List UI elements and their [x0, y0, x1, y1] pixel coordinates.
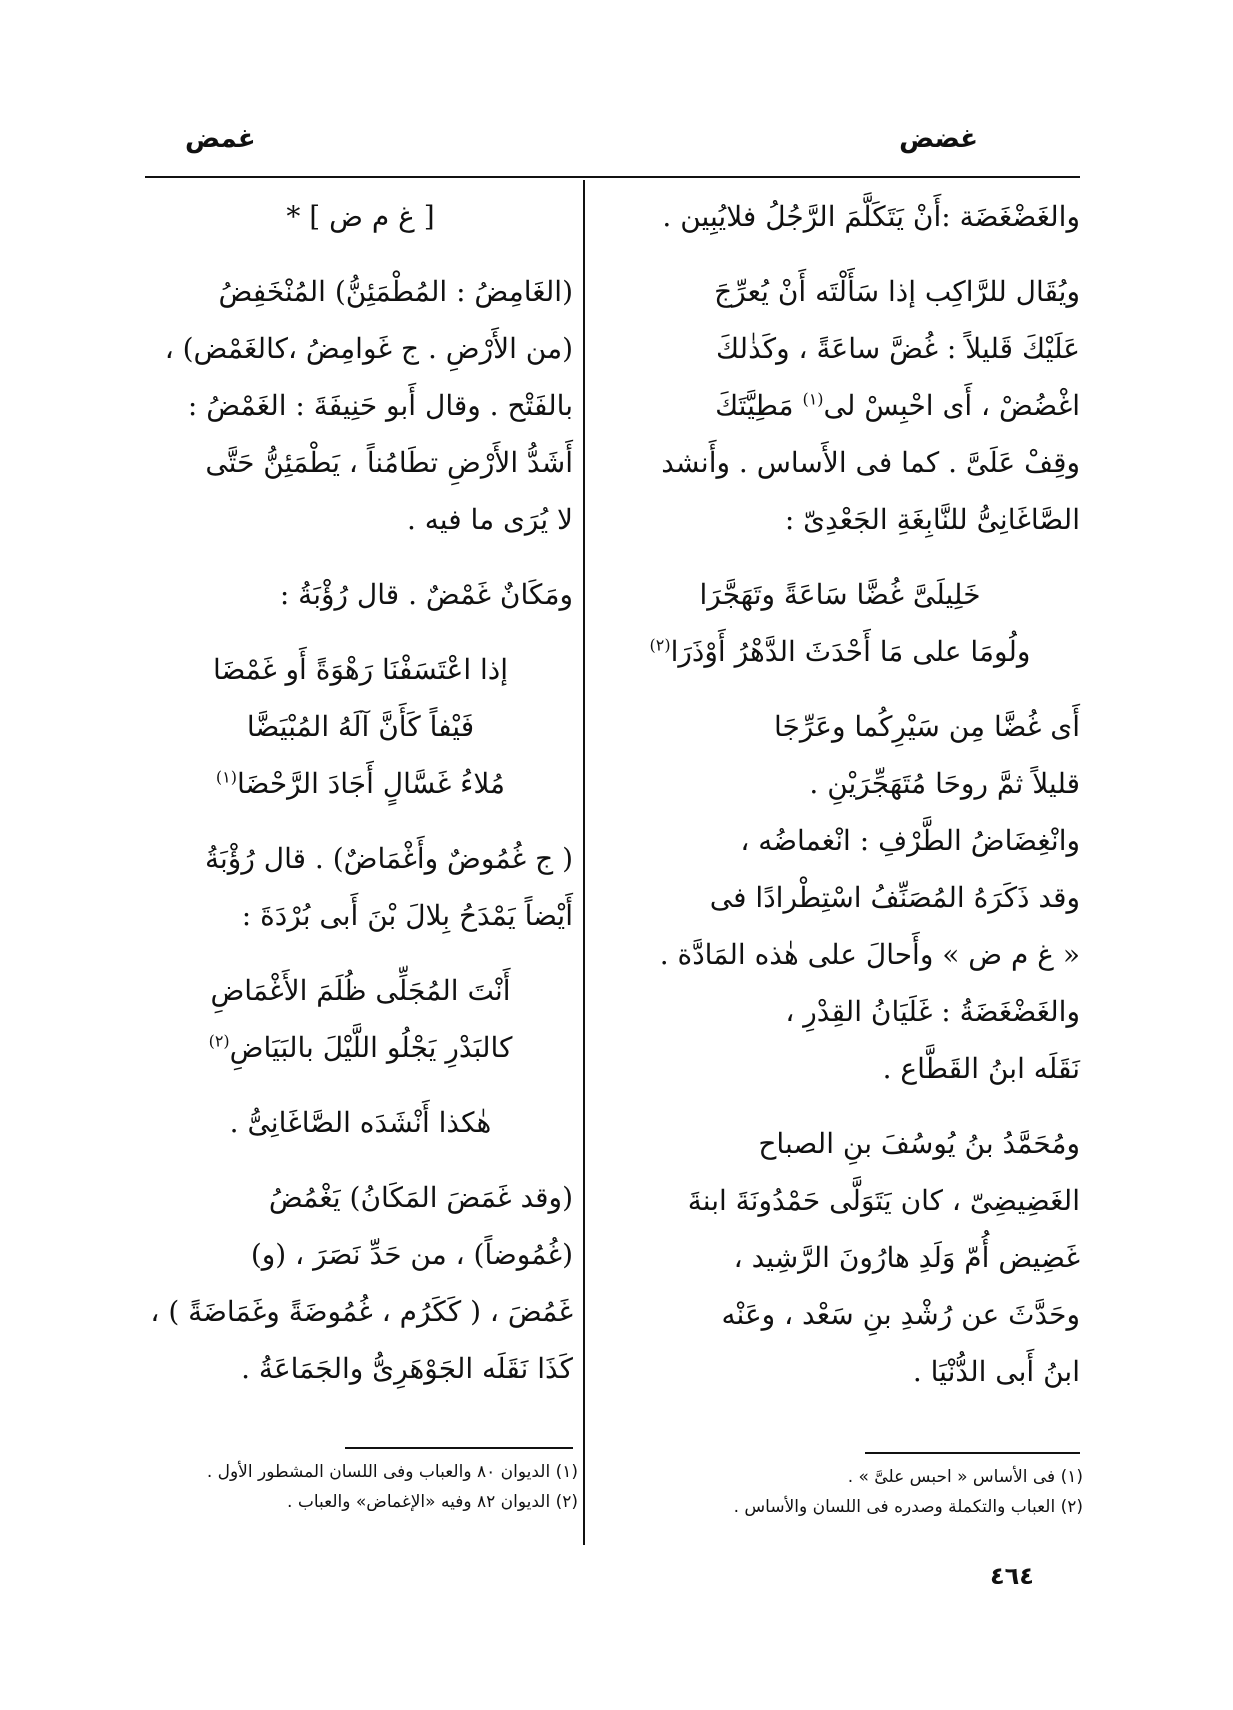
text-line: لا يُرَى ما فيه . — [406, 503, 573, 536]
text-line: بالفَتْح . وقال أَبو حَنِيفَةَ : الغَمْضُ : — [187, 389, 573, 422]
text-line — [600, 377, 1080, 434]
text-line: « غ م ض » وأَحالَ على هٰذه المَادَّة . — [659, 938, 1080, 971]
verse-line — [600, 623, 1080, 680]
footnote-rule-right — [865, 1452, 1080, 1454]
text-line: كَذَا نَقَلَه الجَوْهَرِىُّ والجَمَاعَةُ . — [241, 1352, 573, 1385]
text-segment: ولُومَا على مَا أَحْدَثَ الدَّهْرُ أَوْذَرَا — [670, 635, 1031, 668]
page-number: ٤٦٤ — [990, 1562, 1034, 1590]
footnote-marker: (٢) — [649, 635, 671, 655]
text-line: ويُقَال للرَّاكِب إذا سَأَلْتَه أَنْ يُعرِّجَ — [714, 275, 1080, 308]
text-line: (الغَامِضُ : المُطْمَئِنُّ) المُنْخَفِضُ — [218, 275, 573, 308]
verse-line: فَيْفاً كَأَنَّ آلَهُ المُبْيَضَّا — [246, 710, 475, 743]
text-line: عَلَيْكَ قَليلاً : غُضَّ ساعَةً ، وكَذٰلكَ — [715, 332, 1080, 365]
text-line: ( ج غُمُوضٌ وأَغْمَاضٌ) . قال رُؤْبَةُ — [205, 842, 573, 875]
text-line: غَضِيض أُمّ وَلَدِ هارُونَ الرَّشِيد ، — [733, 1241, 1080, 1274]
footnote: (١) فى الأساس « احبس علىَّ » . — [847, 1467, 1083, 1487]
column-divider — [583, 180, 585, 1545]
text-line: والغَضْغَضَةُ : غَلَيَانُ القِدْرِ ، — [785, 995, 1080, 1028]
left-column — [148, 188, 573, 1397]
text-line: غَمُضَ ، ( كَكَرُم ، غُمُوضَةً وغَمَاضَةً ) ، — [150, 1295, 573, 1328]
running-header-right: غضض — [899, 124, 978, 154]
text-line: الغَضِيضِىّ ، كان يَتَوَلَّى حَمْدُونَةَ ابنةَ — [687, 1184, 1080, 1217]
text-line: نَقَلَه ابنُ القَطَّاع . — [882, 1052, 1080, 1085]
footnote-marker: (١) — [802, 389, 824, 409]
text-segment: كالبَدْرِ يَجْلُو اللَّيْلَ بالبَيَاضِ — [229, 1031, 513, 1064]
footnotes-left — [148, 1457, 578, 1517]
text-line: ومَكَانٌ غَمْضٌ . قال رُؤْبَةُ : — [279, 578, 573, 611]
text-line: ومُحَمَّدُ بنُ يُوسُفَ بنِ الصباح — [758, 1127, 1080, 1160]
text-line: قليلاً ثمَّ روحَا مُتَهَجِّرَيْنِ . — [809, 767, 1080, 800]
footnote: (٢) العباب والتكملة وصدره فى اللسان والأساس . — [733, 1497, 1083, 1517]
verse-line: خَلِيلَىَّ غُضَّا سَاعَةً وتَهَجَّرَا — [699, 578, 981, 611]
text-segment: اغْضُضْ ، أَى احْبِسْ لى — [823, 389, 1080, 422]
text-line: (وقد غَمَضَ المَكَانُ) يَغْمُضُ — [268, 1181, 573, 1214]
footnotes-right — [603, 1462, 1083, 1522]
text-line: وحَدَّثَ عن رُشْدِ بنِ سَعْد ، وعَنْه — [721, 1298, 1080, 1331]
running-header-left: غمض — [185, 124, 256, 154]
footnote: (٢) الديوان ٨٢ وفيه «الإغماض» والعباب . — [287, 1492, 578, 1512]
text-line: هٰكذا أَنْشَدَه الصَّاغَانِىُّ . — [229, 1106, 492, 1139]
right-column — [600, 188, 1080, 1400]
header-rule — [145, 176, 1080, 178]
text-segment: مُلاءُ غَسَّالٍ أَجَادَ الرَّحْضَا — [237, 767, 506, 800]
text-segment: مَطِيَّتَكَ — [715, 389, 794, 422]
footnote-marker: (٢) — [208, 1031, 230, 1051]
text-line: وقد ذَكَرَهُ المُصَنِّفُ اسْتِطْرادًا فى — [709, 881, 1080, 914]
text-line: والغَضْغَضَة :أَنْ يَتَكَلَّمَ الرَّجُلُ فلايُبِين . — [662, 200, 1080, 233]
verse-line: إذا اعْتَسَفْنَا رَهْوَةً أَو غَمْضَا — [212, 653, 509, 686]
text-line: أَى غُضَّا مِن سَيْرِكُما وعَرِّجَا — [774, 710, 1080, 743]
footnote-rule-left — [345, 1447, 573, 1449]
verse-line — [148, 755, 573, 812]
verse-line: أَنْتَ المُجَلِّى ظُلَمَ الأَغْمَاضِ — [210, 974, 511, 1007]
entry-heading: [ غ م ض ] * — [286, 200, 435, 233]
text-line: وقِفْ عَلَىَّ . كما فى الأَساس . وأَنشد — [661, 446, 1080, 479]
verse-line — [148, 1019, 573, 1076]
text-line: وانْغِضَاضُ الطَّرْفِ : انْغماضُه ، — [740, 824, 1080, 857]
text-line: ابنُ أَبى الدُّنْيَا . — [912, 1355, 1080, 1388]
text-line: (من الأَرْضِ . ج غَوامِضُ ،كالغَمْض) ، — [164, 332, 573, 365]
text-line: أَيْضاً يَمْدَحُ بِلالَ بْنَ أَبى بُرْدَةَ : — [241, 899, 573, 932]
footnote: (١) الديوان ٨٠ والعباب وفى اللسان المشطور الأول . — [206, 1462, 578, 1482]
text-line: أَشَدُّ الأَرْضِ تطَامُناً ، يَطْمَئِنُّ حَتَّى — [205, 446, 573, 479]
footnote-marker: (١) — [215, 767, 238, 787]
text-line: (غُمُوضاً) ، من حَدِّ نَصَرَ ، (و) — [250, 1238, 573, 1271]
text-line: الصَّاغَانِىُّ للنَّابِغَةِ الجَعْدِىّ : — [784, 503, 1080, 536]
